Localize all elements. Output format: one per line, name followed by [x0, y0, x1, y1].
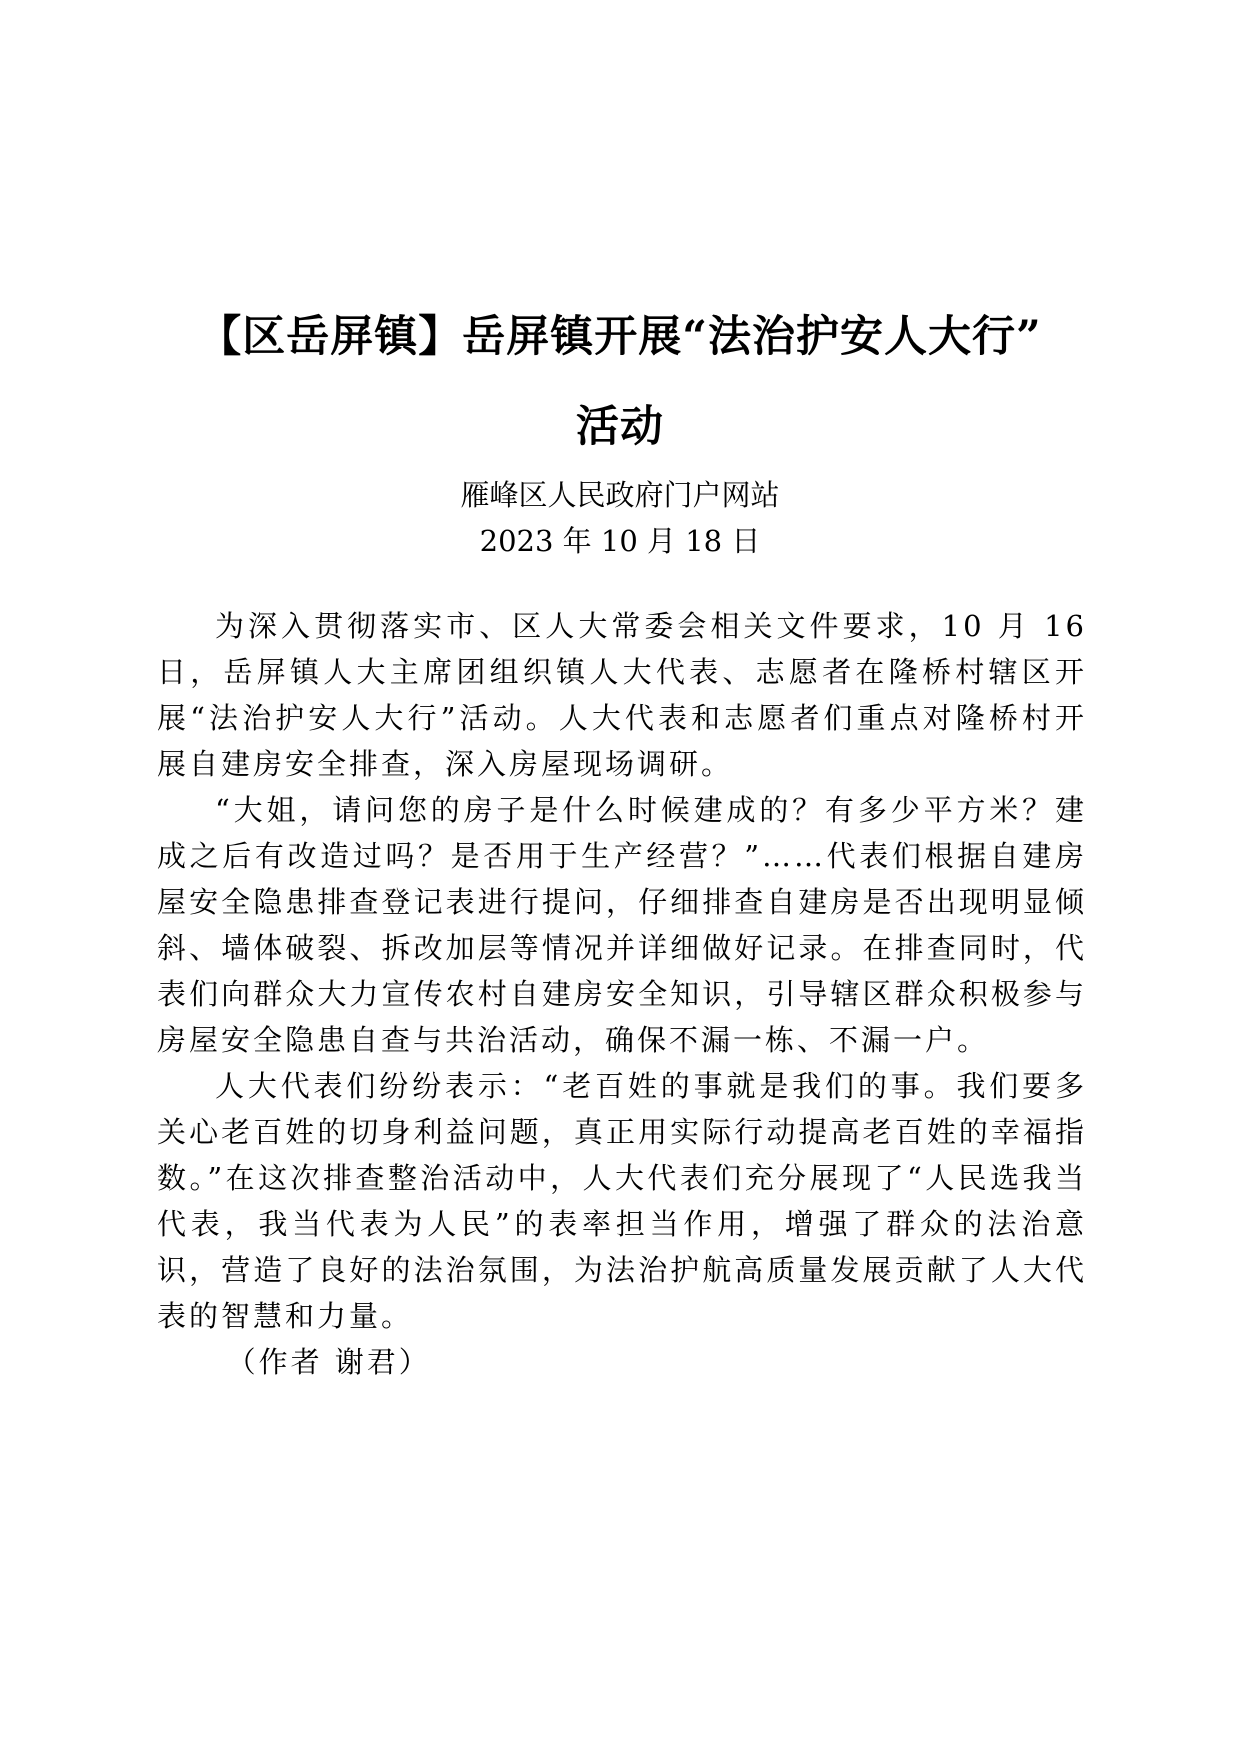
article-meta — [150, 472, 1090, 564]
body-paragraph-2: “大姐，请问您的房子是什么时候建成的？有多少平方米？建成之后有改造过吗？是否用于生产经营？”……代表们根据自建房屋安全隐患排查登记表进行提问，仔细排查自建房是否出现明显倾斜、墙体破裂、拆改加层等情况并详细做好记录。在排查同时，代表们向群众大力宣传农村自建房安全知识，引导辖区群众积极参与房屋安全隐患自查与共治活动，确保不漏一栋、不漏一户。 — [157, 793, 1087, 1057]
article-title-line-1: 【区岳屏镇】岳屏镇开展“法治护安人大行” — [198, 312, 1042, 362]
article-date: 2023 年 10 月 18 日 — [479, 524, 761, 558]
article-author: （作者 谢君） — [226, 1345, 431, 1379]
body-paragraph-3: 人大代表们纷纷表示：“老百姓的事就是我们的事。我们要多关心老百姓的切身利益问题，真正用实际行动提高老百姓的幸福指数。”在这次排查整治活动中，人大代表们充分展现了“人民选我当代表，我当代表为人民”的表率担当作用，增强了群众的法治意识，营造了良好的法治氛围，为法治护航高质量发展贡献了人大代表的智慧和力量。 — [157, 1069, 1087, 1333]
article-source: 雁峰区人民政府门户网站 — [460, 478, 780, 512]
article-title-line-2: 活动 — [576, 402, 664, 452]
body-paragraph-1: 为深入贯彻落实市、区人大常委会相关文件要求，10 月 16 日，岳屏镇人大主席团组织镇人大代表、志愿者在隆桥村辖区开展“法治护安人大行”活动。人大代表和志愿者们重点对隆桥村开展自建房安全排查，深入房屋现场调研。 — [157, 609, 1087, 781]
article-body — [157, 603, 1087, 1385]
article-title — [150, 292, 1090, 472]
